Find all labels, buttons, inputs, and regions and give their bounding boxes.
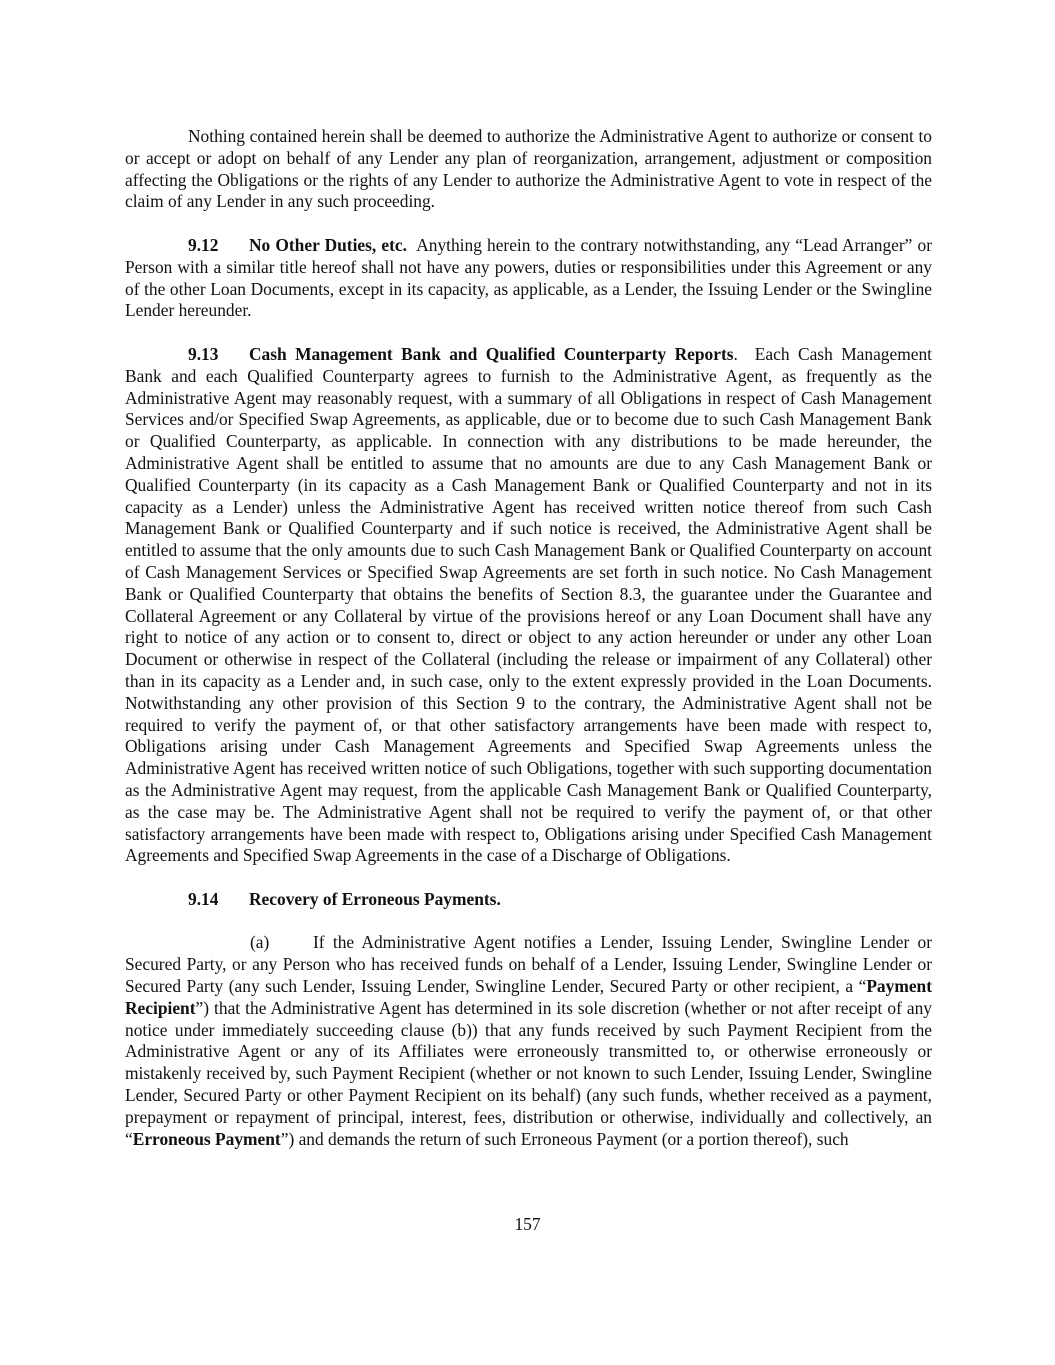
defined-term-payment-recipient: Payment Recipient [125, 976, 932, 1018]
section-9-14-heading [125, 889, 932, 911]
section-9-12 [125, 235, 932, 322]
section-number: 9.12 [188, 234, 219, 255]
section-9-13 [125, 344, 932, 867]
section-number: 9.13 [188, 343, 219, 364]
section-title-punct: . [733, 343, 738, 364]
paragraph-nothing-contained: Nothing contained herein shall be deemed to authorize the Administrative Agent to authorize or consent to or accept or adopt on behalf of any Lender any plan of reorganization, arrangement, adjustment or composition affecting the Obligations or the rights of any Lender to authorize the Administrative Agent to vote in respect of the claim of any Lender in any such proceeding. [125, 126, 932, 212]
clause-text-2: ”) that the Administrative Agent has determined in its sole discretion (whether or not after receipt of any notice under immediately succeeding clause (b)) that any funds received by such Payment Recipient from the Administrative Agent or any of its Affiliates were erroneously transmitted to, or otherwise erroneously or mistakenly received by, such Payment Recipient (whether or not known to such Lender, Issuing Lender, Swingline Lender, Secured Party or other Payment Recipient on its behalf) (any such funds, whether received as a payment, prepayment or repayment of principal, interest, fees, distribution or otherwise, individually and collectively, an “ [125, 997, 932, 1149]
clause-text-3: ”) and demands the return of such Erroneous Payment (or a portion thereof), such [280, 1128, 849, 1149]
section-body: Each Cash Management Bank and each Qualified Counterparty agrees to furnish to the Administrative Agent, as frequently as the Administrative Agent may reasonably request, with a summary of all Obligations in respect of Cash Management Services and/or Specified Swap Agreements, as applicable, due or to become due to such Cash Management Bank or Qualified Counterparty, as applicable. In connection with any distributions to be made hereunder, the Administrative Agent shall be entitled to assume that no amounts are due to any Cash Management Bank or Qualified Counterparty (in its capacity as a Cash Management Bank or Qualified Counterparty and not in its capacity as a Lender) unless the Administrative Agent has received written notice thereof from such Cash Management Bank or Qualified Counterparty and if such notice is received, the Administrative Agent shall be entitled to assume that the only amounts due to such Cash Management Bank or Qualified Counterparty on account of Cash Management Services or Specified Swap Agreements are set forth in such notice. No Cash Management Bank or Qualified Counterparty that obtains the benefits of Section 8.3, the guarantee under the Guarantee and Collateral Agreement or any Collateral by virtue of the provisions hereof or any Loan Document shall have any right to notice of any action or to consent to, direct or object to any action hereunder or under any other Loan Document or otherwise in respect of the Collateral (including the release or impairment of any Collateral) other than in its capacity as a Lender and, in such case, only to the extent expressly provided in the Loan Documents. Notwithstanding any other provision of this Section 9 to the contrary, the Administrative Agent shall not be required to verify the payment of, or that other satisfactory arrangements have been made with respect to, Obligations arising under Cash Management Agreements and Specified Swap Agreements unless the Administrative Agent has received written notice of such Obligations, together with such supporting documentation as the Administrative Agent may request, from the applicable Cash Management Bank or Qualified Counterparty, as the case may be. The Administrative Agent shall not be required to verify the payment of, or that other satisfactory arrangements have been made with respect to, Obligations arising under Specified Cash Management Agreements and Specified Swap Agreements in the case of a Discharge of Obligations. [125, 343, 932, 866]
section-number: 9.14 [188, 888, 219, 909]
clause-text-1: If the Administrative Agent notifies a Lender, Issuing Lender, Swingline Lender or Secured Party, or any Person who has received funds on behalf of a Lender, Issuing Lender, Swingline Lender or Secured Party (any such Lender, Issuing Lender, Swingline Lender, Secured Party or other recipient, a “ [125, 932, 932, 997]
defined-term-erroneous-payment: Erroneous Payment [132, 1128, 281, 1149]
section-body: Anything herein to the contrary notwithstanding, any “Lead Arranger” or Person with a similar title hereof shall not have any powers, duties or responsibilities under this Agreement or any of the other Loan Documents, except in its capacity, as applicable, as a Lender, the Issuing Lender or the Swingline Lender hereunder. [125, 234, 932, 321]
page-number: 157 [514, 1214, 541, 1234]
clause-label: (a) [250, 932, 270, 953]
section-title: Recovery of Erroneous Payments. [249, 888, 501, 909]
document-page [125, 126, 932, 1172]
section-title: No Other Duties, etc. [249, 234, 407, 255]
section-9-14-clause-a [125, 932, 932, 1150]
section-title: Cash Management Bank and Qualified Counterparty Reports [249, 343, 734, 364]
